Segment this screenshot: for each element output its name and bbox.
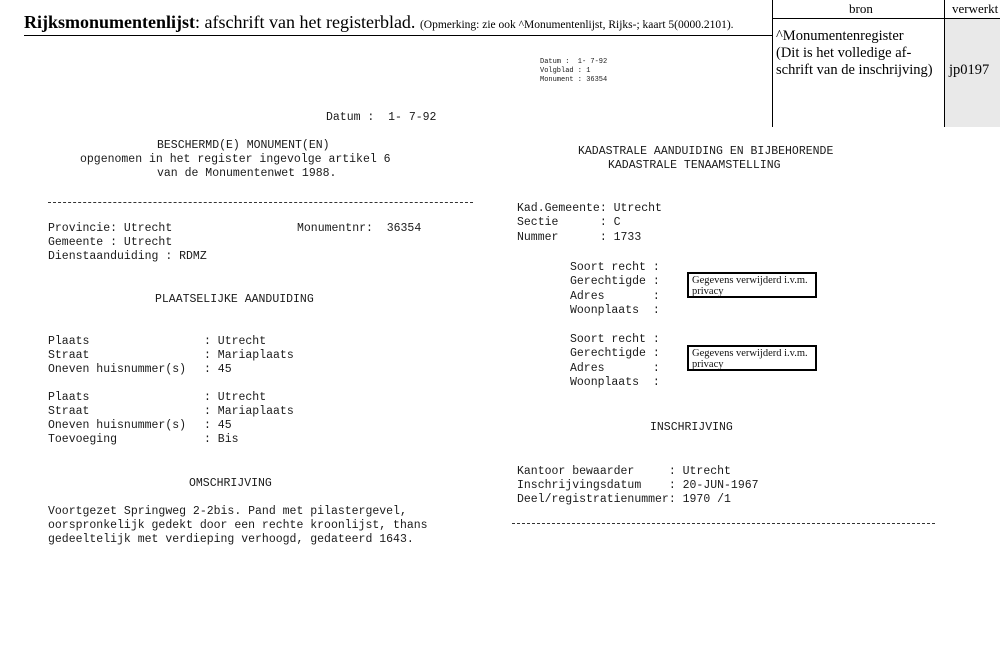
stamp-monument: Monument : 36354 [540,76,608,84]
bron-line-1: ^Monumentenregister [776,28,904,44]
table-header-divider [772,18,1000,19]
b1-straat-label: Straat [48,349,90,362]
right-heading-1: KADASTRALE AANDUIDING EN BIJBEHORENDE [578,145,834,158]
kad-gemeente: Kad.Gemeente: Utrecht [517,202,662,215]
stamp-datum: Datum : 1- 7-92 [540,58,608,66]
right-heading-2: KADASTRALE TENAAMSTELLING [608,159,781,172]
left-datum: Datum : 1- 7-92 [326,111,437,124]
b2-huisnummer-label: Oneven huisnummer(s) [48,419,187,432]
header-note: (Opmerking: zie ook ^Monumentenlijst, Rijks-; kaart 5(0000.2101). [419,19,734,31]
nummer: Nummer : 1733 [517,231,642,244]
page-title: Rijksmonumentenlijst [24,12,196,32]
o1-woonplaats: Woonplaats : [570,304,660,317]
omschrijving-line-2: oorspronkelijk gedekt door een rechte kroonlijst, thans [48,519,428,532]
page-subtitle: : afschrift van het registerblad. [195,12,416,32]
monumentnr: Monumentnr: 36354 [297,222,422,235]
kantoor-bewaarder: Kantoor bewaarder : Utrecht [517,465,731,478]
o1-adres: Adres : [570,290,660,303]
deel-registratienummer: Deel/registratienummer: 1970 /1 [517,493,731,506]
metadata-table [772,0,1000,127]
b2-plaats-label: Plaats [48,391,90,404]
o1-soort-recht: Soort recht : [570,261,660,274]
stamp-volgblad: Volgblad : 1 [540,67,591,75]
b2-straat-label: Straat [48,405,90,418]
plaatselijke-heading: PLAATSELIJKE AANDUIDING [155,293,314,306]
o2-soort-recht: Soort recht : [570,333,660,346]
gemeente: Gemeente : Utrecht [48,236,173,249]
b2-plaats-value: : Utrecht [204,391,267,404]
left-heading-3: van de Monumentenwet 1988. [157,167,337,180]
omschrijving-heading: OMSCHRIJVING [189,477,272,490]
b2-toevoeging-value: : Bis [204,433,239,446]
o2-gerechtigde: Gerechtigde : [570,347,660,360]
b2-straat-value: : Mariaplaats [204,405,294,418]
header-divider [24,35,772,36]
b1-huisnummer-label: Oneven huisnummer(s) [48,363,187,376]
provincie: Provincie: Utrecht [48,222,173,235]
page-header [24,12,734,33]
o2-adres: Adres : [570,362,660,375]
table-column-divider [944,0,945,127]
omschrijving-line-1: Voortgezet Springweg 2-2bis. Pand met pilastergevel, [48,505,407,518]
b1-plaats-value: : Utrecht [204,335,267,348]
b2-huisnummer-value: : 45 [204,419,232,432]
verwerkt-value: jp0197 [949,62,990,78]
inschrijvingsdatum: Inschrijvingsdatum : 20-JUN-1967 [517,479,759,492]
b2-toevoeging-label: Toevoeging [48,433,118,446]
privacy-redaction-box: Gegevens verwijderd i.v.m. privacy [687,345,817,371]
dienstaanduiding: Dienstaanduiding : RDMZ [48,250,207,263]
left-heading-2: opgenomen in het register ingevolge artikel 6 [80,153,391,166]
left-dashed-divider [48,202,473,203]
b1-plaats-label: Plaats [48,335,90,348]
omschrijving-line-3: gedeeltelijk met verdieping verhoogd, gedateerd 1643. [48,533,414,546]
table-border-left [772,0,773,127]
column-header-verwerkt: verwerkt [952,1,999,16]
bron-line-2: (Dit is het volledige af- [776,45,912,61]
right-dashed-divider [512,523,935,524]
column-header-bron: bron [849,1,873,16]
b1-huisnummer-value: : 45 [204,363,232,376]
privacy-redaction-box: Gegevens verwijderd i.v.m. privacy [687,272,817,298]
left-heading-1: BESCHERMD(E) MONUMENT(EN) [157,139,330,152]
o1-gerechtigde: Gerechtigde : [570,275,660,288]
sectie: Sectie : C [517,216,621,229]
bron-line-3: schrift van de inschrijving) [776,62,933,78]
inschrijving-heading: INSCHRIJVING [650,421,733,434]
o2-woonplaats: Woonplaats : [570,376,660,389]
b1-straat-value: : Mariaplaats [204,349,294,362]
